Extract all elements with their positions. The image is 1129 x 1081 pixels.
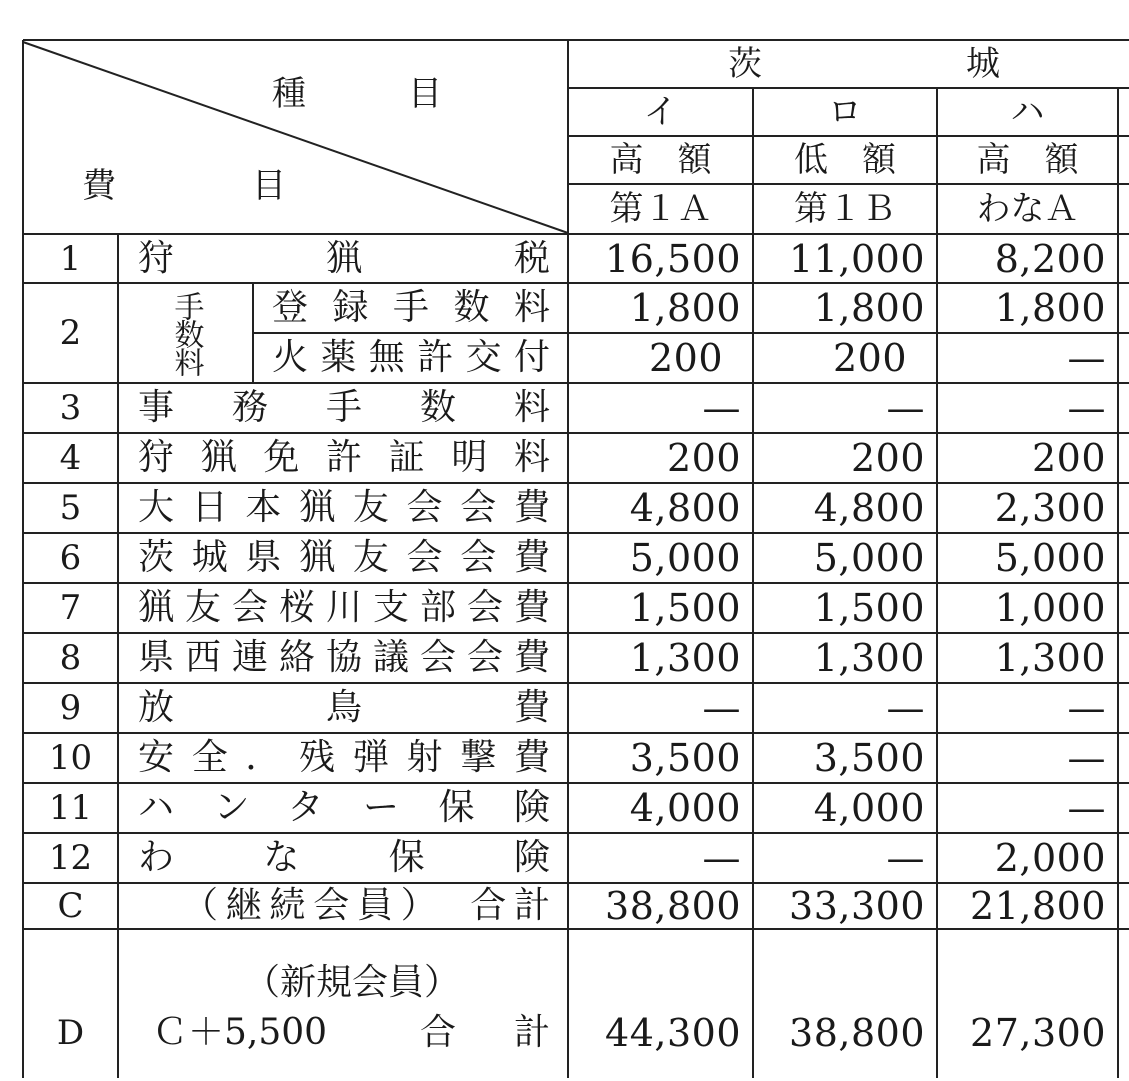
row-label: [138, 583, 550, 633]
value-cell: 38,800: [789, 1011, 925, 1055]
value-cell: —: [702, 836, 741, 880]
row-label-text: わな保険: [138, 837, 550, 878]
value-cell: 1,800: [813, 286, 925, 330]
value-cell: 8,200: [994, 236, 1106, 281]
value-cell: 1,300: [813, 636, 925, 680]
col-code-i: イ: [643, 92, 678, 132]
row-number: 8: [59, 638, 82, 678]
new-member-label: （新規会員）: [243, 962, 460, 1003]
value-cell: 200: [1031, 436, 1106, 480]
col-grade-ro: 低 額: [794, 140, 896, 180]
value-cell: 38,800: [605, 884, 741, 928]
col-code-ha: ハ: [1010, 92, 1045, 132]
row-label: [138, 733, 550, 783]
value-cell: 2,300: [994, 486, 1106, 530]
row-label-text: 猟友会桜川支部会費: [138, 587, 550, 628]
row-label: [182, 883, 550, 929]
fee-group-label-text: 手数料: [168, 291, 204, 375]
row-number: 11: [48, 788, 93, 828]
value-cell: 4,800: [813, 486, 925, 530]
row-label-text: （継続会員） 合計: [182, 885, 550, 926]
value-cell: —: [1067, 386, 1106, 430]
col-class-i: 第１Ａ: [609, 189, 712, 229]
value-cell: 5,000: [994, 536, 1106, 580]
row-label: [138, 483, 550, 533]
value-cell: —: [702, 686, 741, 730]
fee-table: [22, 38, 1129, 1078]
diag-top-label: 種 目: [272, 74, 442, 114]
row-number-d: D: [56, 1013, 85, 1053]
value-cell: 21,800: [970, 884, 1106, 928]
new-member-formula: Ｃ＋5,500: [152, 1012, 328, 1053]
value-cell: 1,500: [629, 586, 741, 630]
value-cell: 200: [832, 336, 907, 380]
row-label-text: ハンター保険: [138, 787, 550, 828]
value-cell: —: [1067, 336, 1106, 380]
row-sublabel-text: 登録手数料: [272, 287, 550, 328]
row-number: 7: [59, 588, 82, 628]
new-member-total-text: 合 計: [420, 1012, 550, 1053]
row-sublabel: [272, 333, 550, 383]
row-label: [138, 533, 550, 583]
row-label: [138, 683, 550, 733]
row-number: 1: [59, 238, 82, 279]
row-number: 10: [48, 738, 93, 778]
value-cell: —: [1067, 736, 1106, 780]
row-label-text: 茨城県猟友会会費: [138, 537, 550, 578]
row-number: 12: [48, 838, 93, 878]
value-cell: 200: [648, 336, 723, 380]
value-cell: —: [886, 386, 925, 430]
row-number: 4: [59, 438, 82, 478]
value-cell: 5,000: [813, 536, 925, 580]
diag-bottom-label: 費 目: [82, 166, 286, 206]
row-label: [138, 633, 550, 683]
row-number: 5: [59, 488, 82, 528]
prefecture-header: [568, 40, 1129, 88]
row-label: [138, 833, 550, 883]
row-number: 3: [59, 388, 82, 428]
value-cell: 4,000: [629, 786, 741, 830]
row-label-text: 狩猟免許証明料: [138, 437, 550, 478]
prefecture-label: 茨 城: [728, 44, 1000, 84]
row-label: [138, 234, 550, 283]
value-cell: —: [886, 836, 925, 880]
row-number: C: [57, 886, 84, 926]
value-cell: 1,800: [629, 286, 741, 330]
value-cell: 4,000: [813, 786, 925, 830]
value-cell: 44,300: [605, 1011, 741, 1055]
value-cell: 200: [666, 436, 741, 480]
value-cell: 5,000: [629, 536, 741, 580]
row-label-text: 大日本猟友会会費: [138, 487, 550, 528]
value-cell: 1,000: [994, 586, 1106, 630]
row-label-text: 県西連絡協議会会費: [138, 637, 550, 678]
value-cell: —: [702, 386, 741, 430]
row-number: 2: [59, 313, 82, 353]
row-label-text: 事務手数料: [138, 387, 550, 428]
col-code-ro: ロ: [828, 92, 862, 132]
row-number: 6: [59, 538, 82, 578]
value-cell: 3,500: [813, 736, 925, 780]
value-cell: —: [886, 686, 925, 730]
value-cell: 11,000: [789, 236, 925, 281]
value-cell: 1,500: [813, 586, 925, 630]
value-cell: 1,300: [629, 636, 741, 680]
col-class-ro: 第１Ｂ: [794, 189, 896, 229]
fee-group-label: [118, 283, 253, 383]
col-grade-ha: 高 額: [976, 140, 1079, 180]
row-label: [138, 783, 550, 833]
value-cell: 33,300: [789, 884, 925, 928]
value-cell: 3,500: [629, 736, 741, 780]
value-cell: 200: [850, 436, 925, 480]
row-label: [138, 383, 550, 433]
row-label-text: 安全．残弾射撃費: [138, 737, 550, 778]
row-sublabel: [272, 283, 550, 333]
row-number: 9: [59, 688, 82, 728]
row-sublabel-text: 火薬無許交付: [272, 337, 550, 378]
value-cell: 1,300: [994, 636, 1106, 680]
row-label: [138, 433, 550, 483]
value-cell: 1,800: [994, 286, 1106, 330]
row-label-text: 狩 猟 税: [138, 237, 550, 279]
value-cell: 27,300: [970, 1011, 1106, 1055]
value-cell: —: [1067, 686, 1106, 730]
value-cell: 16,500: [605, 236, 741, 281]
row-label-text: 放 鳥 費: [138, 687, 550, 728]
value-cell: 2,000: [994, 836, 1106, 880]
new-member-total-label: [420, 1008, 550, 1058]
col-grade-i: 高 額: [609, 140, 712, 180]
col-class-ha: わなＡ: [976, 189, 1079, 229]
value-cell: —: [1067, 786, 1106, 830]
value-cell: 4,800: [629, 486, 741, 530]
